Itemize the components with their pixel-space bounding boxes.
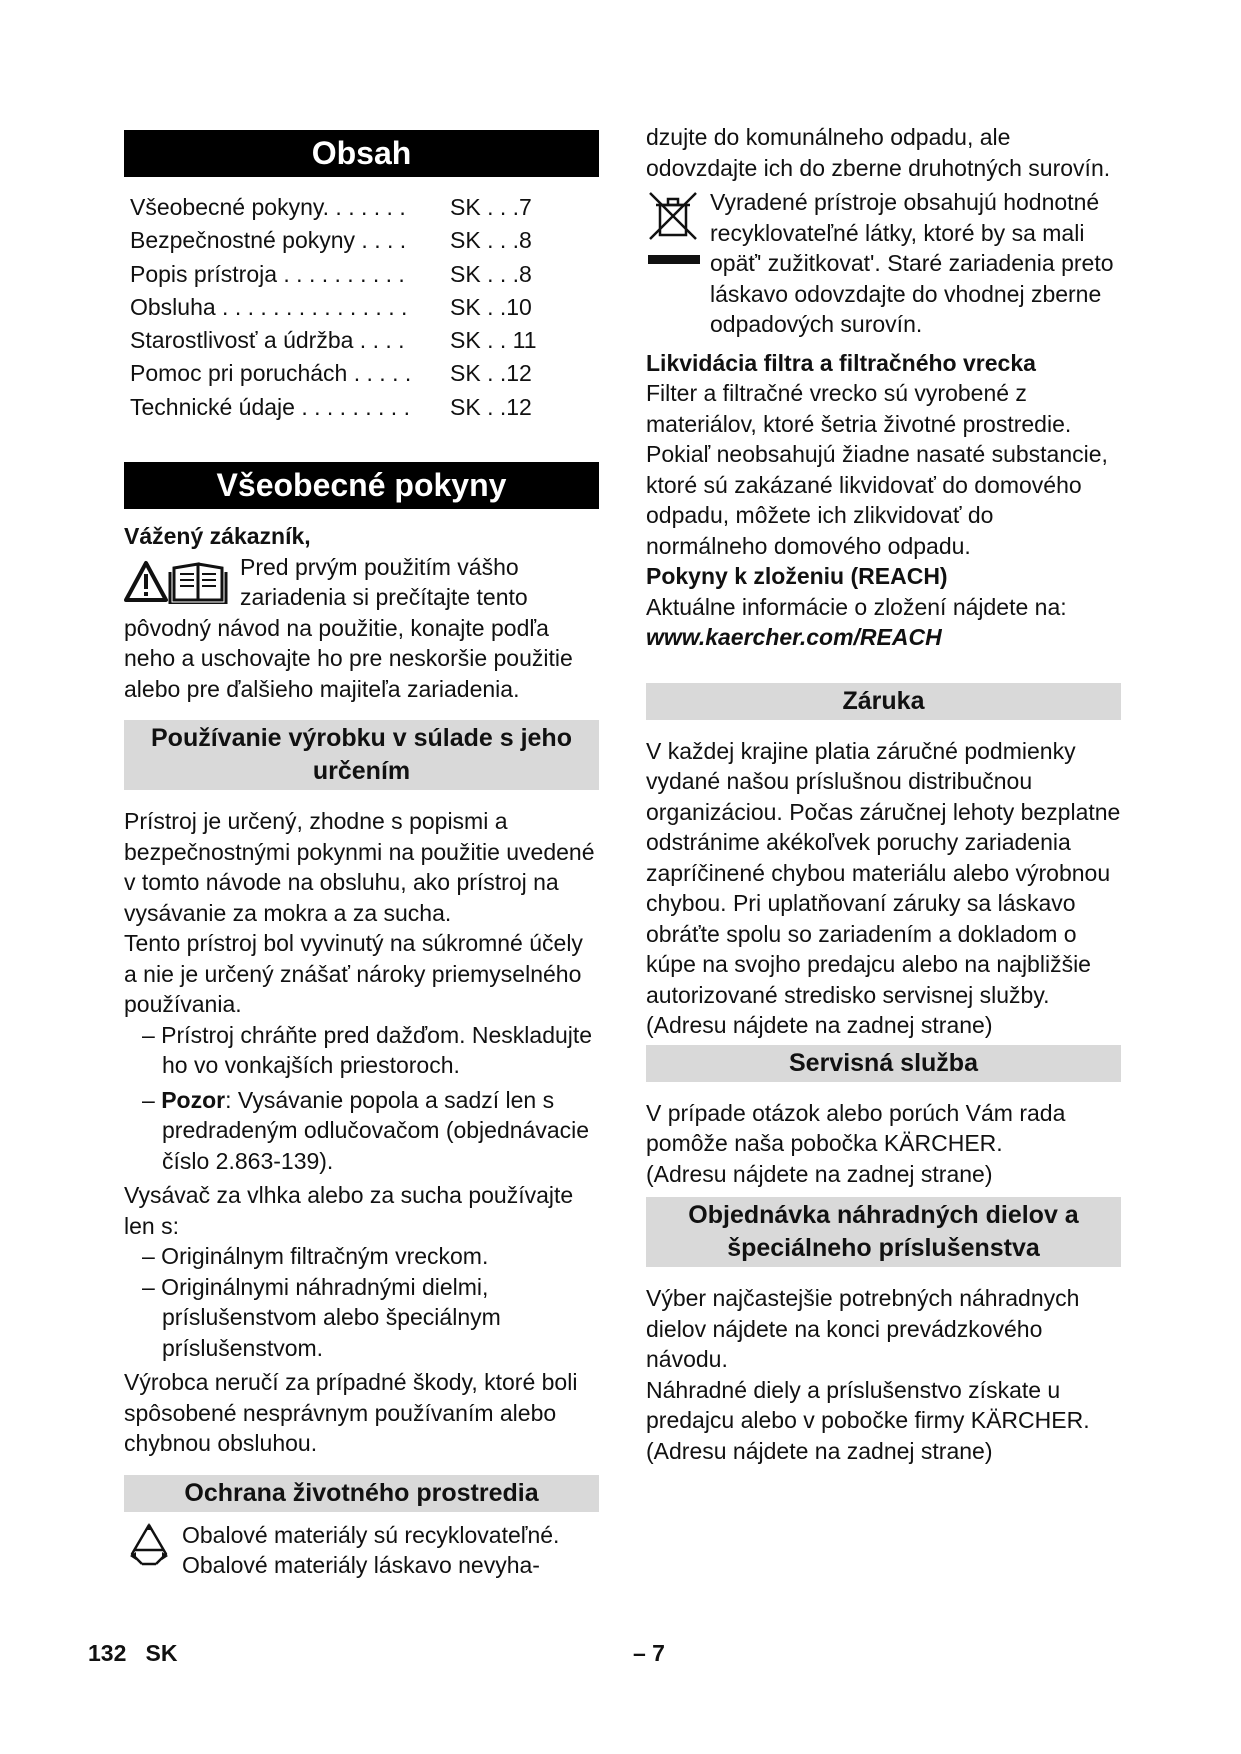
service-text: V prípade otázok alebo porúch Vám rada pomôže naša pobočka KÄRCHER. bbox=[646, 1099, 1066, 1156]
toc-entry-page: SK . . .7 bbox=[450, 194, 532, 220]
reach-heading: Pokyny k zloženiu (REACH) bbox=[646, 563, 948, 589]
table-of-contents bbox=[124, 191, 599, 424]
parts-heading: Objednávka náhradných dielov a špeciálneho príslušenstva bbox=[646, 1197, 1121, 1267]
toc-heading: Obsah bbox=[124, 130, 599, 177]
reach-text: Aktuálne informácie o zložení nájdete na: bbox=[646, 593, 1067, 620]
intended-use-heading: Používanie výrobku v súlade s jeho určením bbox=[124, 720, 599, 790]
service-address: (Adresu nájdete na zadnej strane) bbox=[646, 1160, 993, 1187]
intended-use-p2: Tento prístroj bol vyvinutý na súkromné účely a nie je určený znášať nároky priemyselného používania. bbox=[124, 930, 583, 1018]
manual-book-icon bbox=[170, 564, 226, 604]
toc-entry-page: SK . . .8 bbox=[450, 260, 532, 287]
environment-p1-start: Obalové materiály sú recyklovateľné. Obalové materiály láskavo nevyha- bbox=[182, 1521, 560, 1579]
toc-row[interactable] bbox=[124, 291, 599, 324]
footer-language: SK bbox=[145, 1640, 178, 1666]
crossed-bin-icon bbox=[646, 187, 704, 269]
reach-link[interactable]: www.kaercher.com/REACH bbox=[646, 624, 942, 650]
intro-block bbox=[124, 552, 599, 705]
toc-row[interactable] bbox=[124, 391, 599, 424]
warning-manual-icons bbox=[124, 560, 230, 612]
recycling-block bbox=[124, 1520, 599, 1581]
toc-entry-title: Všeobecné pokyny. . . . . . . bbox=[130, 194, 406, 220]
toc-row[interactable] bbox=[124, 324, 599, 357]
environment-p1-continued: dzujte do komunálneho odpadu, ale odovzdajte ich do zberne druhotných surovín. bbox=[646, 124, 1111, 181]
parts-p2: Náhradné diely a príslušenstvo získate u predajcu alebo v pobočke firmy KÄRCHER. bbox=[646, 1376, 1090, 1433]
warranty-address: (Adresu nájdete na zadnej strane) bbox=[646, 1012, 993, 1038]
toc-row[interactable] bbox=[124, 224, 599, 257]
filter-disposal-text: Filter a filtračné vrecko sú vyrobené z materiálov, ktoré šetria životné prostredie. Pokiaľ neobsahujú žiadne nasaté substancie, ktoré sú zakázané likvidovať do domového odpadu, môžete ich zlikvidovať do normálneho domového odpadu. bbox=[646, 380, 1108, 559]
footer-section-page: – 7 bbox=[633, 1640, 665, 1666]
environment-heading: Ochrana životného prostredia bbox=[124, 1475, 599, 1512]
warranty-text: V každej krajine platia záručné podmienky vydané našou príslušnou distribučnou organizáciou. Počas záručnej lehoty bezplatne odstránime akékoľvek poruchy zariadenia zapríčinené chybou materiálu alebo výrobnou chybou. Pri uplatňovaní záruky sa láskavo obráťte spolu so zariadením a dokladom o kúpe na svojho predajcu alebo na najbližšie autorizované stredisko servisnej služby. bbox=[646, 737, 1121, 1008]
list-item: – Prístroj chráňte pred dažďom. Neskladujte ho vo vonkajších priestoroch. bbox=[142, 1021, 593, 1079]
toc-entry-page: SK . . 11 bbox=[450, 327, 537, 354]
toc-entry-title: Starostlivosť a údržba . . . . bbox=[130, 327, 405, 354]
toc-entry-title: Pomoc pri poruchách . . . . . bbox=[130, 360, 412, 387]
intro-text: Pred prvým použitím vášho zariadenia si prečítajte tento pôvodný návod na použitie, konajte podľa neho a uschovajte ho pre neskoršie použitie alebo pre ďalšieho majiteľa zariadenia. bbox=[124, 553, 573, 702]
list-item: – Originálnymi náhradnými dielmi, príslušenstvom alebo špeciálnym príslušenstvom. bbox=[142, 1273, 501, 1361]
parts-p1: Výber najčastejšie potrebných náhradnych dielov nájdete na konci prevádzkového návodu. bbox=[646, 1285, 1080, 1372]
toc-row[interactable] bbox=[124, 258, 599, 291]
caution-label: Pozor bbox=[161, 1086, 226, 1113]
warranty-heading: Záruka bbox=[646, 683, 1121, 720]
list-item: – Originálnym filtračným vreckom. bbox=[142, 1243, 489, 1270]
toc-entry-title: Obsluha . . . . . . . . . . . . . . . bbox=[130, 293, 408, 320]
toc-row[interactable] bbox=[124, 191, 599, 224]
service-heading: Servisná služba bbox=[646, 1045, 1121, 1082]
intended-use-p1: Prístroj je určený, zhodne s popismi a bezpečnostnými pokynmi na použitie uvedené v tomto návode na obsluhu, ako prístroj na vysávanie za mokra a za sucha. bbox=[124, 808, 595, 926]
toc-entry-page: SK . .12 bbox=[450, 360, 532, 387]
environment-p2: Vyradené prístroje obsahujú hodnotné recyklovateľné látky, ktoré by sa mali opäť' zužitkovat'. Staré zariadenia preto láskavo odovzdajte do vhodnej zberne odpadových surovín. bbox=[710, 189, 1114, 337]
toc-entry-page: SK . .10 bbox=[450, 293, 532, 320]
toc-entry-title: Popis prístroja . . . . . . . . . . bbox=[130, 260, 405, 287]
general-heading: Všeobecné pokyny bbox=[124, 462, 599, 509]
right-column bbox=[646, 122, 1121, 1466]
toc-entry-title: Bezpečnostné pokyny . . . . bbox=[130, 227, 407, 254]
toc-row[interactable] bbox=[124, 357, 599, 390]
left-column bbox=[124, 130, 599, 1581]
list-item: – Pozor: Vysávanie popola a sadzí len s predradeným odlučovačom (objednávacie číslo 2.863-139). bbox=[142, 1086, 590, 1174]
disposal-block bbox=[646, 187, 1121, 340]
salutation: Vážený zákazník, bbox=[124, 523, 311, 550]
toc-entry-title: Technické údaje . . . . . . . . . bbox=[130, 393, 410, 420]
recycling-icon bbox=[124, 1520, 174, 1570]
footer-page-number: 132 SK bbox=[88, 1640, 178, 1666]
toc-entry-page: SK . .12 bbox=[450, 393, 532, 420]
toc-entry-page: SK . . .8 bbox=[450, 227, 532, 254]
parts-address: (Adresu nájdete na zadnej strane) bbox=[646, 1437, 993, 1464]
intended-use-p4: Výrobca neručí za prípadné škody, ktoré boli spôsobené nesprávnym používaním alebo chybnou obsluhou. bbox=[124, 1369, 578, 1457]
intended-use-p3: Vysávač za vlhka alebo za sucha používajte len s: bbox=[124, 1182, 574, 1239]
filter-disposal-heading: Likvidácia filtra a filtračného vrecka bbox=[646, 349, 1036, 376]
warning-triangle-icon bbox=[124, 560, 230, 604]
